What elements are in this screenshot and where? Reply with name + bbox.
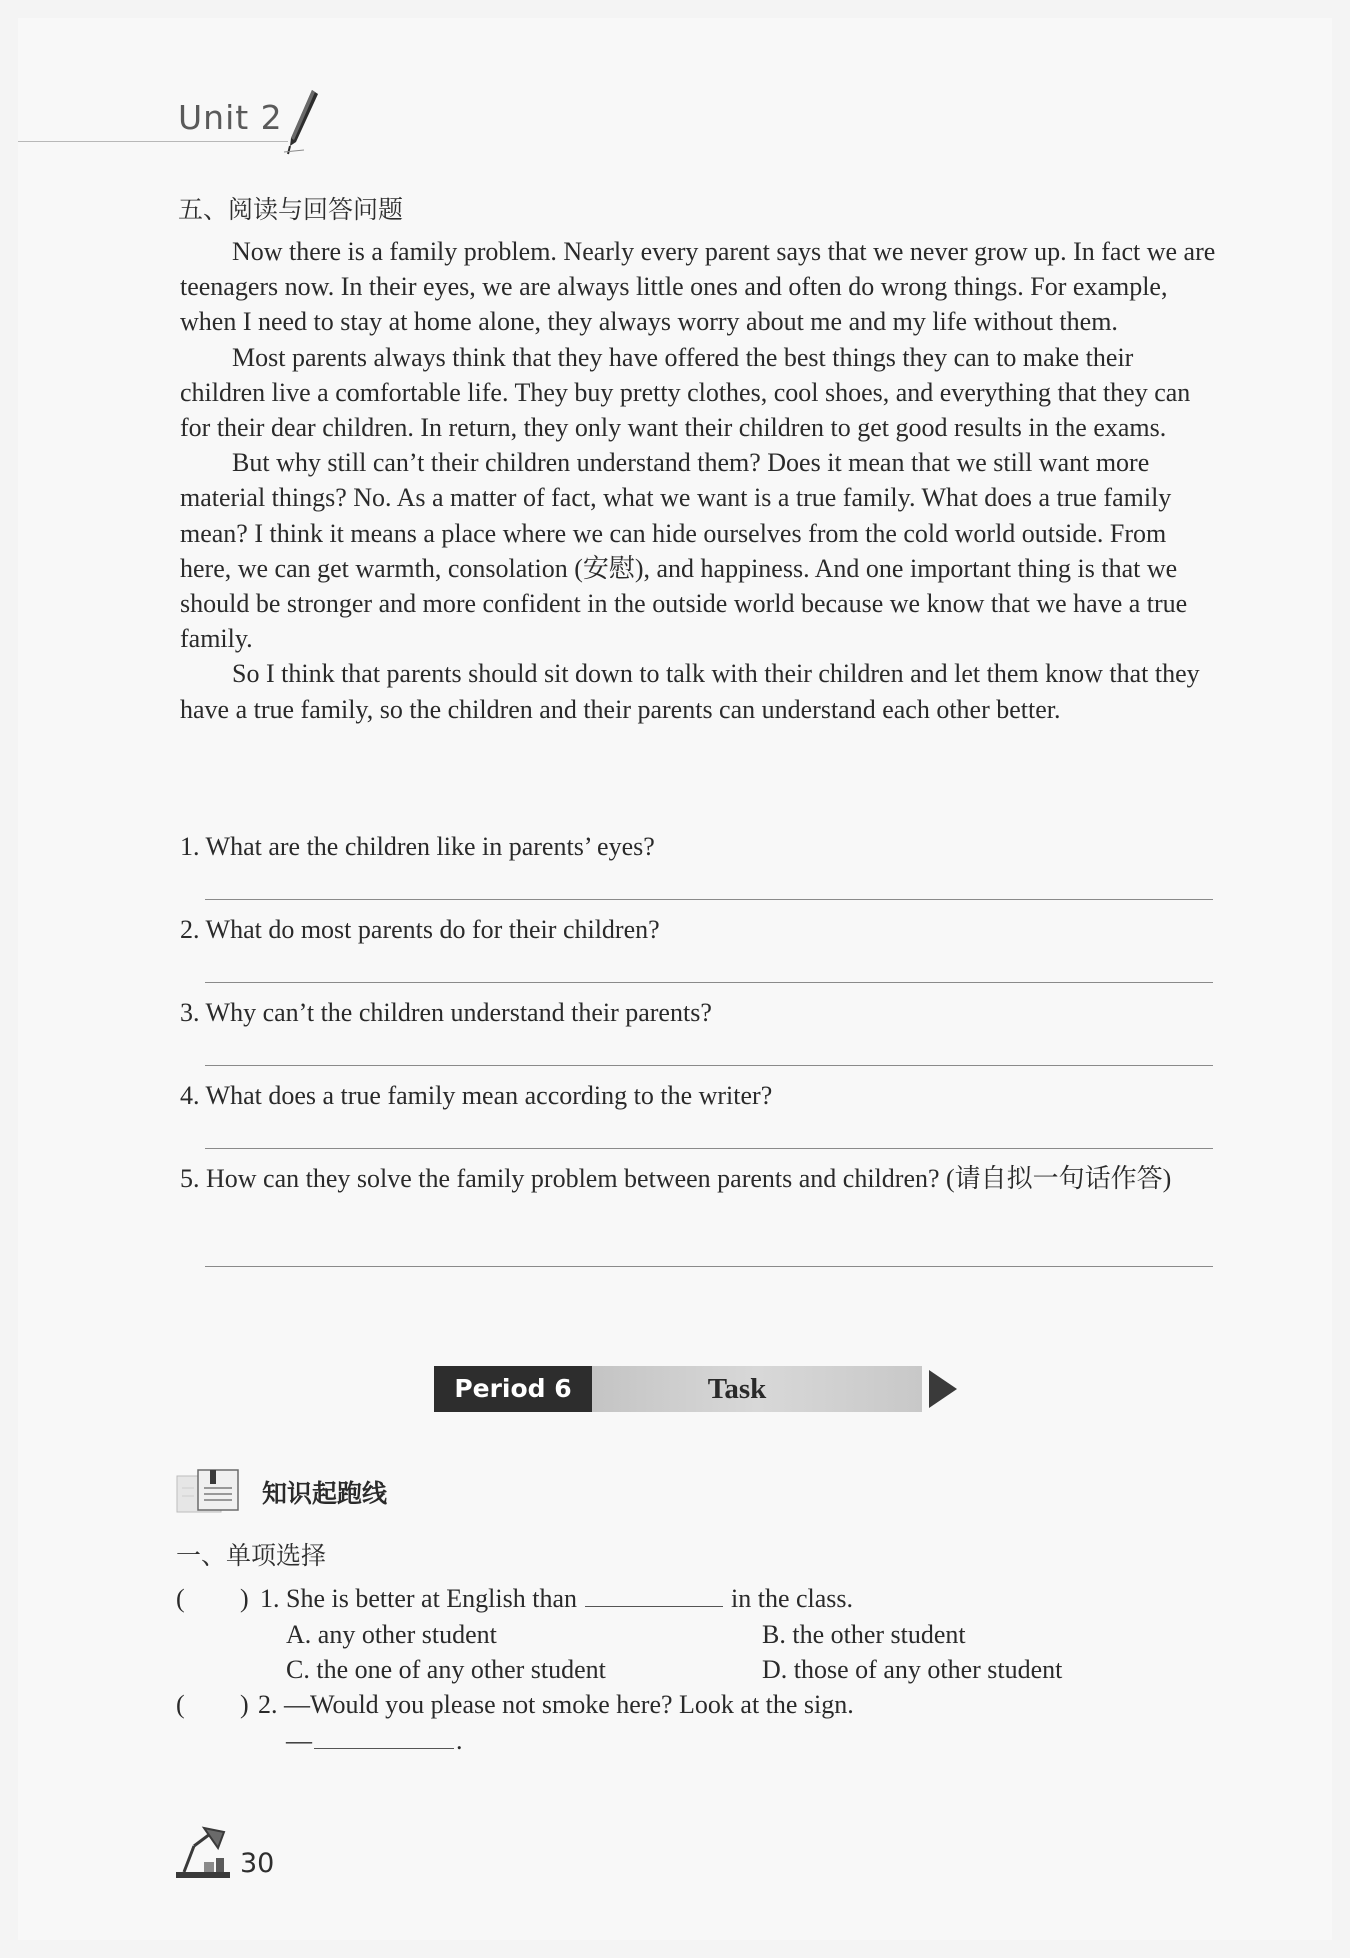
page-number: 30 xyxy=(240,1848,275,1879)
question-5: 5. How can they solve the family problem between parents and children? (请自拟一句话作答) xyxy=(180,1164,1172,1193)
passage-paragraph: So I think that parents should sit down to talk with their children and let them know that they have a true family, so the children and their parents can understand each other better. xyxy=(180,659,1200,724)
section-title-reading: 五、阅读与回答问题 xyxy=(178,195,404,224)
header-rule xyxy=(18,141,288,142)
unit-title: Unit 2 xyxy=(178,98,283,137)
book-icon xyxy=(176,1468,242,1514)
section-title-choice: 一、单项选择 xyxy=(176,1541,327,1570)
answer-paren-close: ) xyxy=(240,1690,249,1719)
period-banner xyxy=(434,1366,958,1412)
answer-line[interactable] xyxy=(205,899,1213,900)
answer-paren-close: ) xyxy=(240,1584,249,1613)
question-2: 2. What do most parents do for their children? xyxy=(180,915,660,944)
passage-paragraph: Now there is a family problem. Nearly every parent says that we never grow up. In fact we are teenagers now. In their eyes, we are always little ones and often do wrong things. For example, when I need to stay at home alone, they always worry about me and my life without them. xyxy=(180,237,1216,337)
fill-blank[interactable] xyxy=(314,1724,454,1749)
option-d[interactable]: D. those of any other student xyxy=(762,1655,1063,1684)
question-1: 1. What are the children like in parents’ eyes? xyxy=(180,832,655,861)
pen-icon xyxy=(282,86,322,156)
choice-question-1: 1. She is better at English than in the class. xyxy=(260,1584,854,1613)
knowledge-title: 知识起跑线 xyxy=(262,1479,388,1508)
passage-paragraph: But why still can’t their children understand them? Does it mean that we still want more material things? No. As a matter of fact, what we want is a true family. What does a true family mean? I think it means a place where we can hide ourselves from the cold world outside. From here, we can get warmth, consolation (安慰), and happiness. And one important thing is that we should be stronger and more confident in the outside world because we know that we have a true family. xyxy=(180,448,1188,654)
period-label: Period 6 xyxy=(434,1366,592,1412)
reply-line: — . xyxy=(286,1726,463,1755)
option-a[interactable]: A. any other student xyxy=(286,1620,497,1649)
lamp-icon xyxy=(174,1824,232,1880)
option-b[interactable]: B. the other student xyxy=(762,1620,966,1649)
answer-paren-open: ( xyxy=(176,1584,185,1613)
answer-line[interactable] xyxy=(205,1065,1213,1066)
period-title: Task xyxy=(707,1373,767,1405)
answer-line[interactable] xyxy=(205,1266,1213,1267)
answer-paren-open: ( xyxy=(176,1690,185,1719)
fill-blank[interactable] xyxy=(585,1582,723,1607)
arrow-right-icon xyxy=(929,1370,957,1408)
option-c[interactable]: C. the one of any other student xyxy=(286,1655,606,1684)
choice-question-2: 2. —Would you please not smoke here? Look at the sign. xyxy=(258,1690,854,1719)
answer-line[interactable] xyxy=(205,982,1213,983)
answer-line[interactable] xyxy=(205,1148,1213,1149)
period-title-box xyxy=(592,1366,922,1412)
reading-passage xyxy=(180,234,1220,727)
question-4: 4. What does a true family mean according to the writer? xyxy=(180,1081,773,1110)
question-3: 3. Why can’t the children understand their parents? xyxy=(180,998,712,1027)
passage-paragraph: Most parents always think that they have offered the best things they can to make their children live a comfortable life. They buy pretty clothes, cool shoes, and everything that they can for their dear children. In return, they only want their children to get good results in the exams. xyxy=(180,342,1191,443)
